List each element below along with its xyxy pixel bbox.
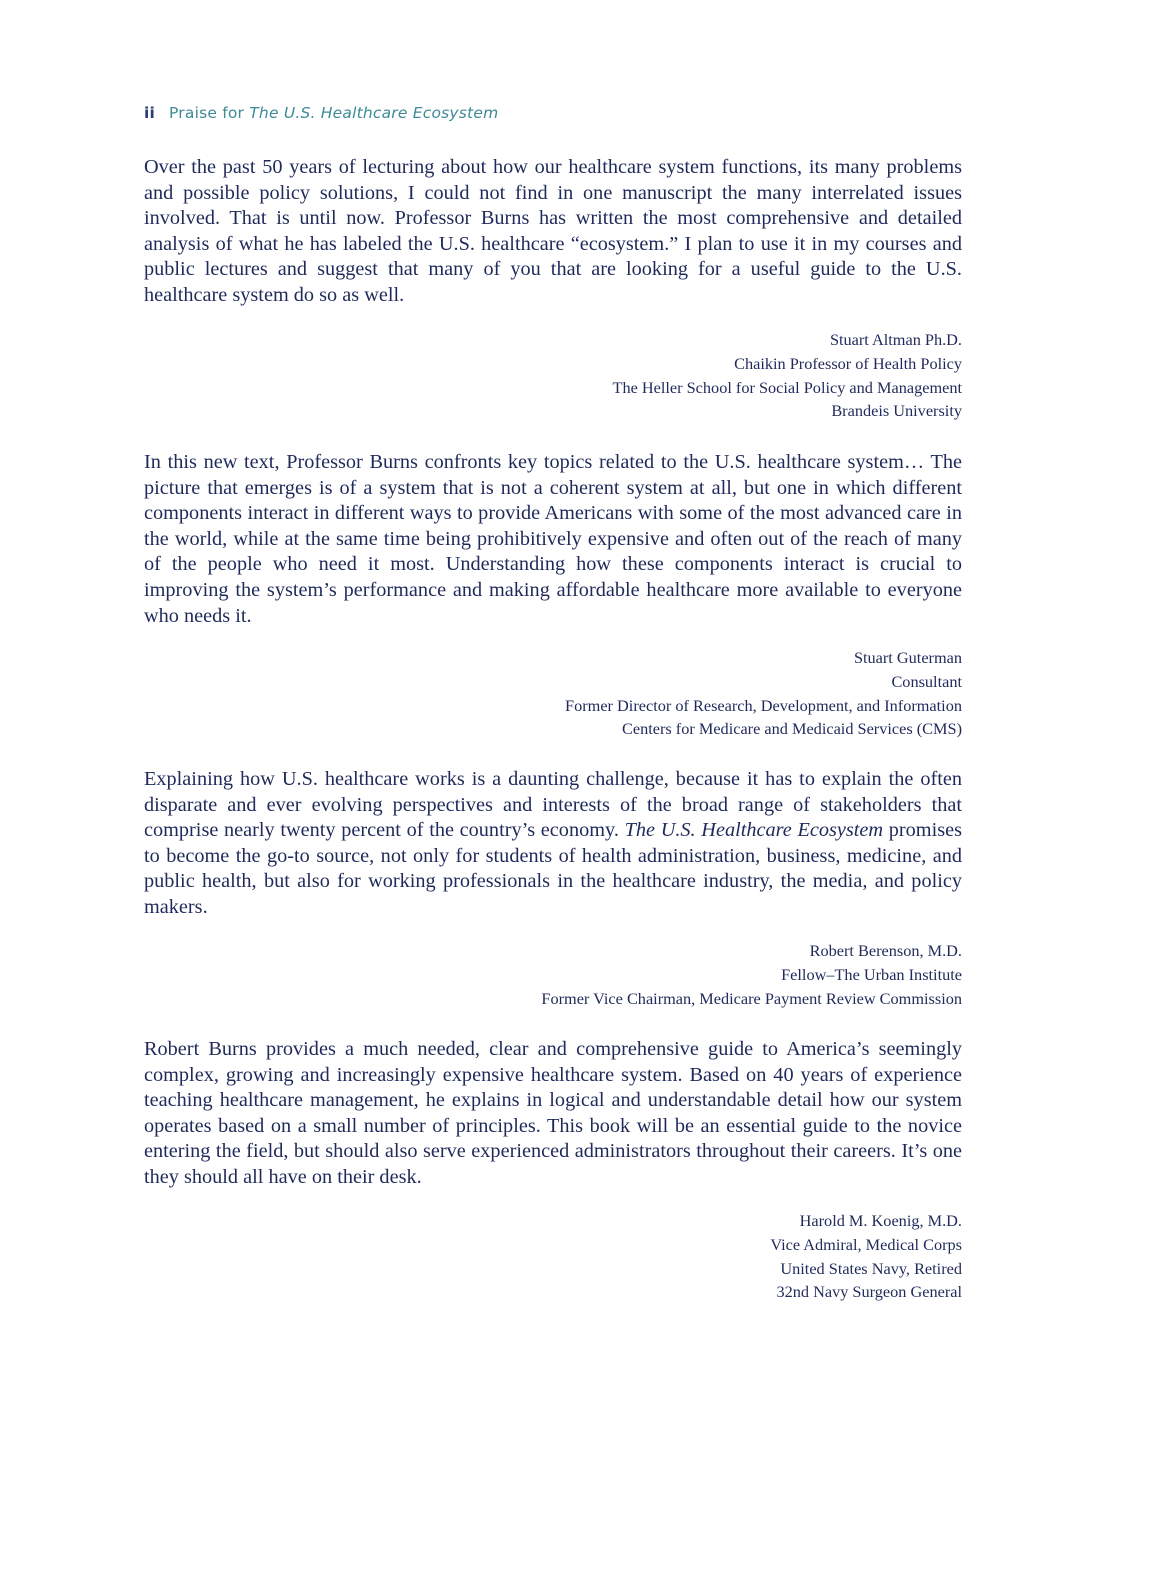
quote-text: Explaining how U.S. healthcare works is a daunting challenge, because it has to explain the often disparate and ever evolving perspectives and interests of the broad range of stakeholders that comprise nearly twenty percent of the country’s economy. [144, 768, 962, 842]
attribution-affiliation: Former Vice Chairman, Medicare Payment Review Commission [541, 988, 962, 1008]
testimonial-attribution-3 [144, 939, 962, 1010]
attribution-affiliation: 32nd Navy Surgeon General [776, 1282, 962, 1302]
running-head-prefix: Praise for [169, 104, 250, 122]
attribution-affiliation: Former Director of Research, Development, and Information [565, 695, 962, 715]
attribution-affiliation: United States Navy, Retired [780, 1258, 962, 1278]
attribution-name: Stuart Guterman [853, 648, 962, 667]
testimonial-attribution-4 [144, 1209, 962, 1304]
attribution-title: Vice Admiral, Medical Corps [770, 1234, 962, 1254]
attribution-title: Fellow–The Urban Institute [781, 964, 962, 984]
attribution-name: Stuart Altman Ph.D. [829, 330, 962, 349]
attribution-affiliation: Brandeis University [831, 401, 962, 421]
quote-text: promises to become the go-to source, not only for students of health administration, business, medicine, and public health, but also for working professionals in the healthcare industry, the media, and policy makers. [144, 819, 962, 918]
testimonial-attribution-2 [144, 646, 962, 741]
running-head [144, 104, 498, 122]
running-head-book-title: The U.S. Healthcare Ecosystem [249, 104, 499, 122]
testimonial-quote-1: Over the past 50 years of lecturing about how our healthcare system functions, its many problems and possible policy solutions, I could not find in one manuscript the many interrelated issues involved. That is until now. Professor Burns has written the most comprehensive and detailed analysis of what he has labeled the U.S. healthcare “ecosystem.” I plan to use it in my courses and public lectures and suggest that many of you that are looking for a useful guide to the U.S. healthcare system do so as well. [144, 156, 962, 306]
quote-book-title: The U.S. Healthcare Ecosystem [624, 819, 884, 842]
attribution-title: Consultant [891, 671, 962, 691]
attribution-affiliation: The Heller School for Social Policy and Management [612, 377, 962, 397]
testimonial-attribution-1 [144, 328, 962, 423]
attribution-title: Chaikin Professor of Health Policy [734, 353, 962, 373]
attribution-affiliation: Centers for Medicare and Medicaid Services (CMS) [622, 719, 962, 739]
page-number: ii [144, 104, 156, 122]
testimonial-quote-2: In this new text, Professor Burns confronts key topics related to the U.S. healthcare system… The picture that emerges is of a system that is not a coherent system at all, but one in which different components interact in different ways to provide Americans with some of the most advanced care in the world, while at the same time being prohibitively expensive and often out of the reach of many of the people who need it most. Understanding how these components interact is crucial to improving the system’s performance and making affordable healthcare more available to everyone who needs it. [144, 451, 962, 627]
testimonial-quote-4: Robert Burns provides a much needed, clear and comprehensive guide to America’s seemingly complex, growing and increasingly expensive healthcare system. Based on 40 years of experience teaching healthcare management, he explains in logical and understandable detail how our system operates based on a small number of principles. This book will be an essential guide to the novice entering the field, but should also serve experienced administrators throughout their careers. It’s one they should all have on their desk. [144, 1038, 962, 1188]
testimonial-quote-3 [144, 767, 962, 921]
attribution-name: Robert Berenson, M.D. [809, 941, 962, 960]
attribution-name: Harold M. Koenig, M.D. [799, 1211, 962, 1230]
